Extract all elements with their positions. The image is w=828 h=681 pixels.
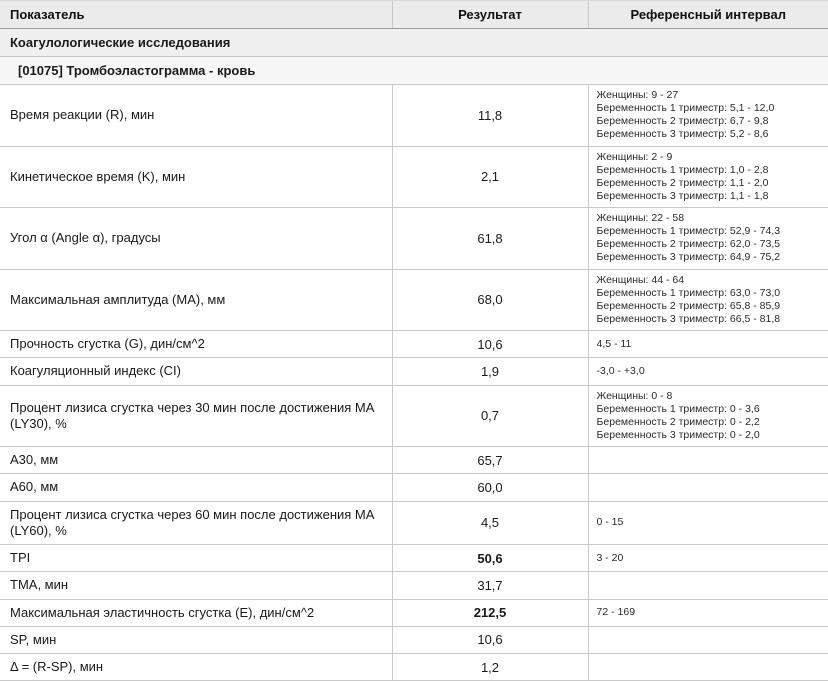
row-result-value: 4,5	[392, 501, 588, 545]
row-indicator-name: Угол α (Angle α), градусы	[0, 208, 392, 270]
table-row	[0, 599, 828, 626]
reference-line: Беременность 3 триместр: 66,5 - 81,8	[596, 312, 781, 325]
row-indicator-name: Процент лизиса сгустка через 30 мин после достижения MA (LY30), %	[0, 385, 392, 447]
row-indicator-name: Время реакции (R), мин	[0, 85, 392, 147]
table-row	[0, 501, 828, 545]
reference-line: -3,0 - +3,0	[596, 364, 645, 377]
reference-line: Беременность 1 триместр: 52,9 - 74,3	[596, 225, 781, 238]
reference-line: Беременность 2 триместр: 65,8 - 85,9	[596, 299, 781, 312]
reference-line: Женщины: 9 - 27	[596, 89, 679, 101]
row-indicator-name: Процент лизиса сгустка через 60 мин после достижения MA (LY60), %	[0, 501, 392, 545]
row-indicator-name: TMA, мин	[0, 572, 392, 599]
row-indicator-name: Максимальная амплитуда (MA), мм	[0, 269, 392, 331]
reference-line: Беременность 3 триместр: 5,2 - 8,6	[596, 128, 769, 141]
reference-line: Беременность 2 триместр: 1,1 - 2,0	[596, 176, 769, 189]
row-reference-interval	[588, 358, 828, 385]
reference-line: 3 - 20	[596, 551, 624, 564]
reference-line: Беременность 3 триместр: 1,1 - 1,8	[596, 189, 769, 202]
table-row	[0, 85, 828, 147]
table-row	[0, 572, 828, 599]
table-row	[0, 331, 828, 358]
row-reference-interval	[588, 85, 828, 147]
reference-line: Беременность 1 триместр: 1,0 - 2,8	[596, 163, 769, 176]
table-row	[0, 208, 828, 270]
row-reference-interval	[588, 331, 828, 358]
reference-line: Женщины: 0 - 8	[596, 389, 673, 402]
reference-line: Женщины: 22 - 58	[596, 212, 685, 224]
table-row	[0, 447, 828, 474]
table-header	[0, 1, 828, 29]
table-row	[0, 269, 828, 331]
row-reference-interval	[588, 654, 828, 681]
reference-line: Беременность 1 триместр: 63,0 - 73,0	[596, 286, 781, 299]
table-row	[0, 545, 828, 572]
reference-line: Беременность 2 триместр: 6,7 - 9,8	[596, 115, 769, 128]
table-header-row	[0, 1, 828, 29]
table-row	[0, 474, 828, 501]
row-reference-interval	[588, 146, 828, 208]
row-result-value: 60,0	[392, 474, 588, 501]
column-header-reference: Референсный интервал	[588, 1, 828, 29]
row-result-value: 2,1	[392, 146, 588, 208]
row-indicator-name: Коагуляционный индекс (CI)	[0, 358, 392, 385]
reference-line: Беременность 2 триместр: 62,0 - 73,5	[596, 238, 781, 251]
table-body	[0, 29, 828, 681]
row-indicator-name: SP, мин	[0, 626, 392, 653]
row-result-value: 65,7	[392, 447, 588, 474]
row-reference-interval	[588, 626, 828, 653]
row-reference-interval	[588, 474, 828, 501]
row-result-value: 1,2	[392, 654, 588, 681]
row-result-value: 11,8	[392, 85, 588, 147]
row-reference-interval	[588, 501, 828, 545]
row-indicator-name: Прочность сгустка (G), дин/см^2	[0, 331, 392, 358]
row-result-value: 31,7	[392, 572, 588, 599]
row-result-value: 0,7	[392, 385, 588, 447]
table-row	[0, 626, 828, 653]
reference-line: Беременность 3 триместр: 64,9 - 75,2	[596, 251, 781, 264]
column-header-result: Результат	[392, 1, 588, 29]
row-indicator-name: A30, мм	[0, 447, 392, 474]
row-reference-interval	[588, 208, 828, 270]
row-reference-interval	[588, 269, 828, 331]
column-header-indicator: Показатель	[0, 1, 392, 29]
subsection-title: [01075] Тромбоэластограмма - кровь	[0, 57, 828, 85]
reference-line: Женщины: 44 - 64	[596, 273, 685, 286]
row-result-value: 1,9	[392, 358, 588, 385]
row-result-value: 212,5	[392, 599, 588, 626]
section-title: Коагулологические исследования	[0, 29, 828, 57]
reference-line: Беременность 2 триместр: 0 - 2,2	[596, 415, 760, 428]
row-reference-interval	[588, 572, 828, 599]
row-indicator-name: Кинетическое время (K), мин	[0, 146, 392, 208]
row-indicator-name: Δ = (R-SP), мин	[0, 654, 392, 681]
reference-line: Женщины: 2 - 9	[596, 150, 673, 163]
reference-line: 0 - 15	[596, 516, 624, 529]
table-row	[0, 358, 828, 385]
table-row	[0, 146, 828, 208]
row-result-value: 61,8	[392, 208, 588, 270]
table-row	[0, 654, 828, 681]
subsection-row	[0, 57, 828, 85]
reference-line: Беременность 1 триместр: 5,1 - 12,0	[596, 102, 775, 115]
reference-line: Беременность 1 триместр: 0 - 3,6	[596, 402, 760, 415]
row-result-value: 50,6	[392, 545, 588, 572]
row-result-value: 10,6	[392, 331, 588, 358]
row-indicator-name: Максимальная эластичность сгустка (E), дин/см^2	[0, 599, 392, 626]
reference-line: Беременность 3 триместр: 0 - 2,0	[596, 428, 760, 441]
row-reference-interval	[588, 545, 828, 572]
row-result-value: 10,6	[392, 626, 588, 653]
row-reference-interval	[588, 447, 828, 474]
section-row	[0, 29, 828, 57]
row-result-value: 68,0	[392, 269, 588, 331]
table-row	[0, 385, 828, 447]
row-reference-interval	[588, 385, 828, 447]
reference-line: 72 - 169	[596, 606, 636, 619]
row-indicator-name: TPI	[0, 545, 392, 572]
row-indicator-name: A60, мм	[0, 474, 392, 501]
reference-line: 4,5 - 11	[596, 337, 632, 350]
row-reference-interval	[588, 599, 828, 626]
